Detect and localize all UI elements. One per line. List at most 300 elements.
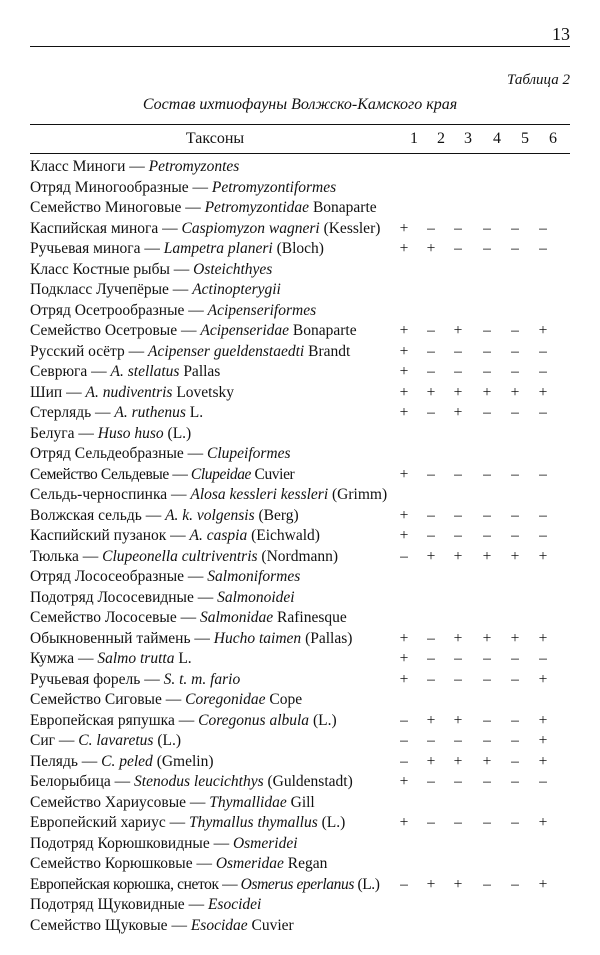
presence-mark: +	[538, 752, 548, 770]
table-row	[30, 711, 570, 732]
presence-mark: –	[483, 527, 491, 544]
presence-mark: –	[539, 527, 547, 544]
presence-mark: –	[454, 465, 462, 483]
taxon-name	[30, 690, 302, 711]
presence-mark: –	[539, 240, 547, 257]
table-row	[30, 424, 570, 445]
table-row	[30, 875, 570, 896]
taxon-latin-name: Acipenseriformes	[207, 301, 317, 319]
table-row	[30, 219, 570, 240]
presence-mark: +	[538, 814, 548, 831]
taxon-russian-name: Ручьевая форель —	[30, 670, 164, 688]
table-row	[30, 465, 570, 486]
presence-mark: +	[453, 547, 463, 565]
presence-mark: +	[399, 240, 409, 257]
presence-mark: –	[511, 363, 519, 380]
table-row	[30, 588, 570, 609]
table-row	[30, 198, 570, 219]
taxon-name	[30, 198, 377, 219]
presence-mark: –	[427, 732, 435, 749]
taxon-latin-name: A. caspia	[189, 527, 248, 544]
presence-mark: –	[539, 342, 547, 360]
taxon-name	[30, 670, 240, 691]
presence-mark: –	[511, 711, 519, 729]
table-row	[30, 854, 570, 875]
table-label: Таблица 2	[507, 72, 570, 88]
presence-mark: +	[399, 506, 409, 524]
presence-mark: –	[511, 875, 519, 893]
column-header-6: 6	[549, 130, 557, 147]
presence-mark: –	[454, 773, 462, 790]
taxon-latin-name: Thymallus thymallus	[188, 814, 318, 831]
presence-mark: –	[427, 322, 435, 339]
presence-mark: +	[538, 711, 548, 729]
table-row	[30, 342, 570, 363]
presence-mark: +	[426, 875, 436, 893]
taxon-latin-name: C. peled	[101, 752, 153, 770]
taxon-name	[30, 301, 316, 322]
taxon-name	[30, 854, 327, 875]
presence-mark: –	[511, 465, 519, 483]
column-header-2: 2	[437, 130, 445, 147]
taxon-russian-name: Стерлядь —	[30, 404, 115, 421]
presence-mark: –	[427, 670, 435, 688]
taxon-author: Bonaparte	[309, 199, 377, 216]
table-row	[30, 526, 570, 547]
taxon-russian-name: Семейство Лососевые —	[30, 609, 200, 626]
taxon-name	[30, 731, 181, 752]
presence-mark: +	[399, 629, 409, 647]
taxon-latin-name: Caspiomyzon wagneri	[181, 219, 320, 237]
table-row	[30, 301, 570, 322]
table-row	[30, 608, 570, 629]
taxon-name	[30, 403, 203, 424]
presence-mark: +	[426, 752, 436, 770]
presence-mark: –	[454, 670, 462, 688]
presence-mark: –	[400, 875, 408, 893]
table-row	[30, 629, 570, 650]
taxon-russian-name: Подотряд Щуковидные —	[30, 896, 208, 913]
presence-mark: +	[538, 547, 548, 565]
taxon-latin-name: Salmonoidei	[217, 588, 295, 606]
presence-mark: –	[511, 404, 519, 421]
presence-mark: –	[427, 629, 435, 647]
taxon-russian-name: Подотряд Корюшковидные —	[30, 834, 233, 852]
taxon-author: (L.)	[163, 424, 192, 442]
taxon-name	[30, 649, 192, 670]
taxon-russian-name: Обыкновенный таймень —	[30, 629, 214, 647]
taxon-latin-name: Acipenser gueldenstaedti	[147, 342, 305, 360]
taxon-name	[30, 526, 320, 547]
presence-mark: –	[483, 219, 491, 237]
table-row	[30, 157, 570, 178]
taxon-latin-name: Osmeridei	[232, 834, 298, 852]
presence-mark: –	[427, 773, 435, 790]
taxon-author: (Gmelin)	[152, 752, 214, 770]
presence-mark: –	[400, 752, 408, 770]
taxon-russian-name: Семейство Осетровые —	[30, 322, 201, 339]
presence-mark: +	[453, 711, 463, 729]
taxon-name	[30, 813, 345, 834]
presence-mark: +	[399, 465, 409, 483]
presence-mark: +	[426, 240, 436, 257]
taxon-author: Cuvier	[251, 465, 295, 483]
table-top-rule	[30, 124, 570, 125]
presence-mark: –	[511, 342, 519, 360]
taxon-name	[30, 239, 324, 260]
taxon-name	[30, 567, 300, 588]
table-row	[30, 752, 570, 773]
taxon-name	[30, 834, 298, 855]
taxon-name	[30, 629, 352, 650]
presence-mark: –	[483, 322, 491, 339]
taxon-latin-name: Osteichthyes	[193, 260, 273, 278]
taxon-latin-name: Alosa kessleri kessleri	[190, 486, 329, 503]
taxon-name	[30, 321, 357, 342]
taxon-russian-name: Отряд Сельдеобразные —	[30, 445, 208, 462]
taxon-name	[30, 588, 295, 609]
presence-mark: –	[539, 650, 547, 667]
taxon-latin-name: Salmoniformes	[207, 568, 301, 585]
presence-mark: –	[483, 773, 491, 790]
presence-mark: +	[538, 875, 548, 893]
table-row	[30, 403, 570, 424]
table-row	[30, 547, 570, 568]
taxon-latin-name: A. stellatus	[110, 363, 180, 380]
taxon-latin-name: Hucho taimen	[213, 629, 302, 647]
taxon-russian-name: Класс Миноги —	[30, 158, 149, 175]
presence-mark: –	[454, 650, 462, 667]
presence-mark: –	[427, 465, 435, 483]
taxon-latin-name: Stenodus leucichthys	[134, 773, 264, 790]
taxon-name	[30, 547, 338, 568]
taxon-author: (Bloch)	[272, 240, 324, 257]
table-body	[30, 157, 570, 936]
taxon-name	[30, 424, 191, 445]
presence-mark: –	[511, 219, 519, 237]
taxon-name	[30, 219, 380, 240]
taxon-author: Pallas	[179, 363, 221, 380]
presence-mark: –	[427, 527, 435, 544]
taxon-latin-name: A. nudiventris	[85, 383, 173, 401]
taxon-name	[30, 157, 239, 178]
presence-mark: +	[399, 527, 409, 544]
taxon-russian-name: Класс Костные рыбы —	[30, 260, 194, 278]
taxon-russian-name: Семейство Корюшковые —	[30, 855, 216, 872]
table-title: Состав ихтиофауны Волжско-Камского края	[142, 96, 458, 113]
table-row	[30, 260, 570, 281]
presence-mark: –	[454, 342, 462, 360]
taxon-latin-name: Clupeidae	[190, 465, 252, 483]
presence-mark: –	[483, 404, 491, 421]
presence-mark: +	[510, 383, 520, 401]
taxon-name	[30, 608, 347, 629]
table-row	[30, 731, 570, 752]
presence-mark: –	[483, 875, 491, 893]
column-header-taxa: Таксоны	[185, 130, 245, 147]
presence-mark: +	[538, 383, 548, 401]
presence-mark: +	[399, 342, 409, 360]
presence-mark: +	[538, 629, 548, 647]
presence-mark: –	[511, 732, 519, 749]
table-row	[30, 383, 570, 404]
taxon-russian-name: Ручьевая минога —	[30, 240, 164, 257]
presence-mark: –	[483, 506, 491, 524]
presence-mark: +	[538, 670, 548, 688]
taxon-latin-name: A. k. volgensis	[165, 506, 255, 524]
presence-mark: –	[427, 814, 435, 831]
taxon-latin-name: S. t. m. fario	[163, 670, 241, 688]
taxon-russian-name: Кумжа —	[30, 650, 98, 667]
table-row	[30, 567, 570, 588]
taxon-latin-name: Acipenseridae	[200, 322, 290, 339]
presence-mark: +	[453, 383, 463, 401]
taxon-latin-name: Osmerus eperlanus	[240, 875, 354, 893]
taxon-author: (L.)	[353, 875, 380, 893]
presence-mark: –	[400, 547, 408, 565]
presence-mark: –	[511, 752, 519, 770]
taxon-name	[30, 280, 281, 301]
taxon-name	[30, 465, 294, 486]
table-row	[30, 834, 570, 855]
taxon-name	[30, 485, 387, 506]
presence-mark: –	[454, 732, 462, 749]
presence-mark: +	[538, 322, 548, 339]
presence-mark: +	[482, 629, 492, 647]
taxon-author: Brandt	[304, 342, 351, 360]
taxon-latin-name: Petromyzontes	[148, 158, 240, 175]
table-row	[30, 321, 570, 342]
presence-mark: –	[483, 670, 491, 688]
presence-mark: +	[453, 752, 463, 770]
taxon-latin-name: Esocidei	[207, 896, 262, 913]
presence-mark: –	[454, 240, 462, 257]
taxon-russian-name: Каспийская минога —	[30, 219, 182, 237]
presence-mark: +	[453, 875, 463, 893]
taxon-russian-name: Белуга —	[30, 424, 98, 442]
presence-mark: –	[511, 650, 519, 667]
taxon-russian-name: Семейство Миноговые —	[30, 199, 205, 216]
presence-mark: +	[453, 404, 463, 421]
presence-mark: +	[399, 219, 409, 237]
taxon-author: Lovetsky	[172, 383, 235, 401]
taxon-name	[30, 383, 234, 404]
taxon-latin-name: Clupeiformes	[207, 445, 291, 462]
taxon-author: Rafinesque	[273, 609, 347, 626]
taxon-name	[30, 362, 220, 383]
table-row	[30, 813, 570, 834]
presence-mark: +	[399, 404, 409, 421]
presence-mark: –	[454, 506, 462, 524]
column-header-5: 5	[521, 130, 529, 147]
presence-mark: –	[483, 732, 491, 749]
presence-mark: +	[399, 650, 409, 667]
page-number: 13	[552, 24, 570, 44]
taxon-author: Gill	[286, 793, 315, 811]
presence-mark: –	[483, 711, 491, 729]
presence-mark: +	[399, 363, 409, 380]
taxon-name	[30, 895, 261, 916]
taxon-author: (Eichwald)	[247, 527, 320, 544]
taxon-russian-name: Отряд Осетрообразные —	[30, 301, 208, 319]
table-row	[30, 485, 570, 506]
taxon-name	[30, 793, 315, 814]
presence-mark: +	[399, 322, 409, 339]
presence-mark: +	[426, 383, 436, 401]
presence-mark: +	[538, 732, 548, 749]
presence-mark: –	[511, 506, 519, 524]
taxon-russian-name: Европейская ряпушка —	[30, 711, 199, 729]
table-row	[30, 690, 570, 711]
taxon-name	[30, 772, 353, 793]
presence-mark: –	[539, 404, 547, 421]
presence-mark: –	[427, 506, 435, 524]
taxon-russian-name: Севрюга —	[30, 363, 111, 380]
table-row	[30, 772, 570, 793]
presence-mark: –	[539, 219, 547, 237]
presence-mark: +	[426, 711, 436, 729]
taxon-russian-name: Каспийский пузанок —	[30, 527, 190, 544]
taxon-author: (Guldenstadt)	[263, 773, 353, 790]
taxon-author: Regan	[283, 855, 328, 872]
presence-mark: +	[482, 752, 492, 770]
taxon-russian-name: Сельдь-черноспинка —	[30, 486, 191, 503]
presence-mark: –	[427, 404, 435, 421]
taxon-russian-name: Волжская сельдь —	[30, 506, 166, 524]
presence-mark: –	[483, 363, 491, 380]
taxon-latin-name: Petromyzontidae	[204, 199, 310, 216]
presence-mark: –	[539, 506, 547, 524]
presence-mark: –	[427, 650, 435, 667]
presence-mark: –	[427, 342, 435, 360]
taxon-latin-name: Salmo trutta	[97, 650, 175, 667]
taxon-name	[30, 260, 272, 281]
presence-mark: –	[400, 711, 408, 729]
taxon-russian-name: Отряд Лососеобразные —	[30, 568, 208, 585]
taxon-name	[30, 752, 214, 773]
table-row	[30, 280, 570, 301]
presence-mark: –	[454, 527, 462, 544]
taxon-author: (L.)	[317, 814, 346, 831]
taxon-latin-name: A. ruthenus	[114, 404, 186, 421]
taxon-latin-name: Clupeonella cultriventris	[102, 547, 258, 565]
presence-mark: +	[399, 773, 409, 790]
presence-mark: –	[511, 527, 519, 544]
presence-mark: +	[482, 547, 492, 565]
taxon-russian-name: Русский осётр —	[30, 342, 148, 360]
presence-mark: –	[539, 363, 547, 380]
taxon-author: (L.)	[309, 711, 337, 729]
column-header-1: 1	[410, 130, 418, 147]
column-header-4: 4	[493, 130, 501, 147]
taxon-author: Cope	[265, 691, 303, 708]
table-row	[30, 444, 570, 465]
taxon-name	[30, 444, 291, 465]
taxon-author: (Pallas)	[301, 629, 353, 647]
presence-mark: +	[399, 814, 409, 831]
table-row	[30, 362, 570, 383]
table-row	[30, 178, 570, 199]
taxon-latin-name: Osmeridae	[215, 855, 284, 872]
table-row	[30, 506, 570, 527]
presence-mark: +	[453, 629, 463, 647]
taxon-russian-name: Подотряд Лососевидные —	[30, 588, 218, 606]
presence-mark: –	[454, 219, 462, 237]
presence-mark: –	[427, 363, 435, 380]
taxon-name	[30, 916, 294, 937]
presence-mark: +	[426, 547, 436, 565]
taxon-latin-name: C. lavaretus	[78, 732, 154, 749]
presence-mark: –	[511, 240, 519, 257]
presence-mark: –	[483, 650, 491, 667]
table-row	[30, 916, 570, 937]
taxon-name	[30, 178, 336, 199]
taxon-name	[30, 506, 299, 527]
table-row	[30, 670, 570, 691]
column-header-3: 3	[464, 130, 472, 147]
taxon-russian-name: Семейство Сельдевые —	[30, 465, 191, 483]
presence-mark: –	[427, 219, 435, 237]
taxon-latin-name: Coregonus albula	[198, 711, 310, 729]
taxon-russian-name: Европейский хариус —	[30, 814, 189, 831]
presence-mark: –	[511, 773, 519, 790]
taxon-name	[30, 342, 350, 363]
taxon-russian-name: Подкласс Лучепёрые —	[30, 281, 193, 298]
presence-mark: –	[483, 465, 491, 483]
table-row	[30, 895, 570, 916]
taxon-latin-name: Huso huso	[97, 424, 164, 442]
presence-mark: –	[511, 322, 519, 339]
taxon-russian-name: Отряд Миногообразные —	[30, 178, 212, 196]
taxon-author: L.	[185, 404, 204, 421]
presence-mark: –	[539, 465, 547, 483]
presence-mark: –	[511, 670, 519, 688]
taxon-latin-name: Coregonidae	[185, 691, 266, 708]
taxon-russian-name: Белорыбица —	[30, 773, 135, 790]
presence-mark: +	[510, 629, 520, 647]
taxon-latin-name: Thymallidae	[209, 793, 287, 811]
taxon-author: (Nordmann)	[257, 547, 339, 565]
taxon-author: (Berg)	[254, 506, 299, 524]
taxon-russian-name: Шип —	[30, 383, 86, 401]
taxon-author: L.	[174, 650, 192, 667]
taxon-russian-name: Пелядь —	[30, 752, 102, 770]
presence-mark: –	[511, 814, 519, 831]
taxon-latin-name: Actinopterygii	[192, 281, 281, 298]
table-row	[30, 649, 570, 670]
presence-mark: +	[399, 670, 409, 688]
taxon-russian-name: Семейство Щуковые —	[30, 916, 191, 934]
taxon-latin-name: Petromyzontiformes	[211, 178, 337, 196]
taxon-russian-name: Семейство Хариусовые —	[30, 793, 210, 811]
presence-mark: +	[510, 547, 520, 565]
table-row	[30, 793, 570, 814]
presence-mark: –	[539, 773, 547, 790]
taxon-russian-name: Европейская корюшка, снеток —	[30, 875, 241, 893]
presence-mark: –	[483, 342, 491, 360]
taxon-author: (Grimm)	[328, 486, 388, 503]
taxon-russian-name: Тюлька —	[30, 547, 103, 565]
taxon-russian-name: Сиг —	[30, 732, 79, 749]
presence-mark: +	[453, 322, 463, 339]
taxon-author: Bonaparte	[289, 322, 357, 339]
presence-mark: –	[483, 814, 491, 831]
table-header-rule	[30, 153, 570, 154]
taxon-latin-name: Esocidae	[190, 916, 248, 934]
taxon-name	[30, 711, 337, 732]
presence-mark: –	[454, 363, 462, 380]
table-row	[30, 239, 570, 260]
